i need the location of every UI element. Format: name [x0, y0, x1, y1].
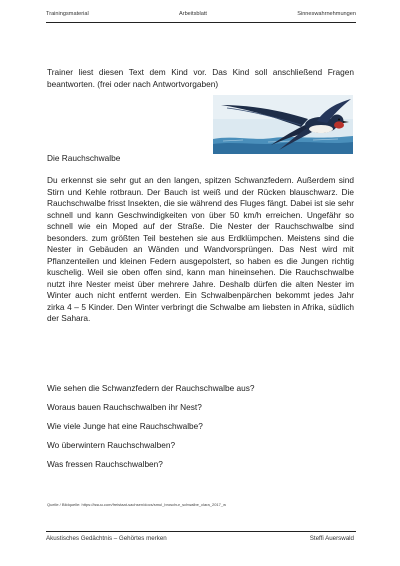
footer-divider: [46, 531, 356, 532]
swallow-illustration: [213, 95, 353, 154]
header-right: Sinneswahrnehmungen: [297, 11, 356, 17]
question-item: Wie viele Junge hat eine Rauchschwalbe?: [47, 421, 203, 431]
question-item: Wo überwintern Rauchschwalben?: [47, 440, 176, 450]
story-text: Du erkennst sie sehr gut an den langen, spitzen Schwanzfedern. Außerdem sind Stirn und Kehle rotbraun. Der Bauch ist weiß und der Rücken blauschwarz. Die Rauchschwalbe frisst Insekten, die sie während des Fluges fängt. Dabei ist sie sehr schnell und kann Geschwindigkeiten von über 50 km/h erreichen. Ungefähr so schnell wie ein Moped auf der Straße. Die Nester der Rauchschwalbe sind besonders. zum größten Teil bestehen sie aus Erdklümpchen. Meistens sind die Nester in Gebäuden an Wänden und Wandvorsprüngen. Das Nest wird mit Pflanzenteilen und kleinen Federn ausgepolstert, so haben es die Jungen richtig kuschelig. Weil sie oben offen sind, kann man hineinsehen. Die Rauchschwalbe nutzt ihre Nester meist über mehrere Jahre. Deshalb dürfen die alten Nester im Winter auch nicht entfernt werden. Ein Schwalbenpärchen bekommt jedes Jahr zirka 4 – 5 Kinder. Den Winter verbringt die Schwalbe am liebsten in Afrika, südlich der Sahara.: [47, 175, 354, 323]
footer-right: Steffi Auerswald: [309, 535, 354, 542]
question-list: [47, 383, 354, 478]
question-item: Woraus bauen Rauchschwalben ihr Nest?: [47, 402, 202, 412]
page-header: [46, 11, 356, 17]
header-divider: [46, 22, 356, 23]
swallow-image: [213, 95, 353, 154]
header-center: Arbeitsblatt: [178, 11, 207, 17]
source-citation: Quelle / Bildquelle: https://issuu.com/freistaat-sachsen/docs/smul_broschur_schwalbe_clara_2017_w: [47, 502, 226, 507]
instruction-text: Trainer liest diesen Text dem Kind vor. Das Kind soll anschließend Fragen beantworten. (frei oder nach Antwortvorgaben): [47, 67, 354, 89]
page-footer: [46, 535, 354, 542]
footer-left: Akustisches Gedächtnis – Gehörtes merken: [46, 535, 167, 542]
question-item: Was fressen Rauchschwalben?: [47, 459, 163, 469]
story-title: Die Rauchschwalbe: [47, 153, 121, 163]
header-left: Trainingsmaterial: [46, 11, 89, 17]
question-item: Wie sehen die Schwanzfedern der Rauchschwalbe aus?: [47, 383, 255, 393]
